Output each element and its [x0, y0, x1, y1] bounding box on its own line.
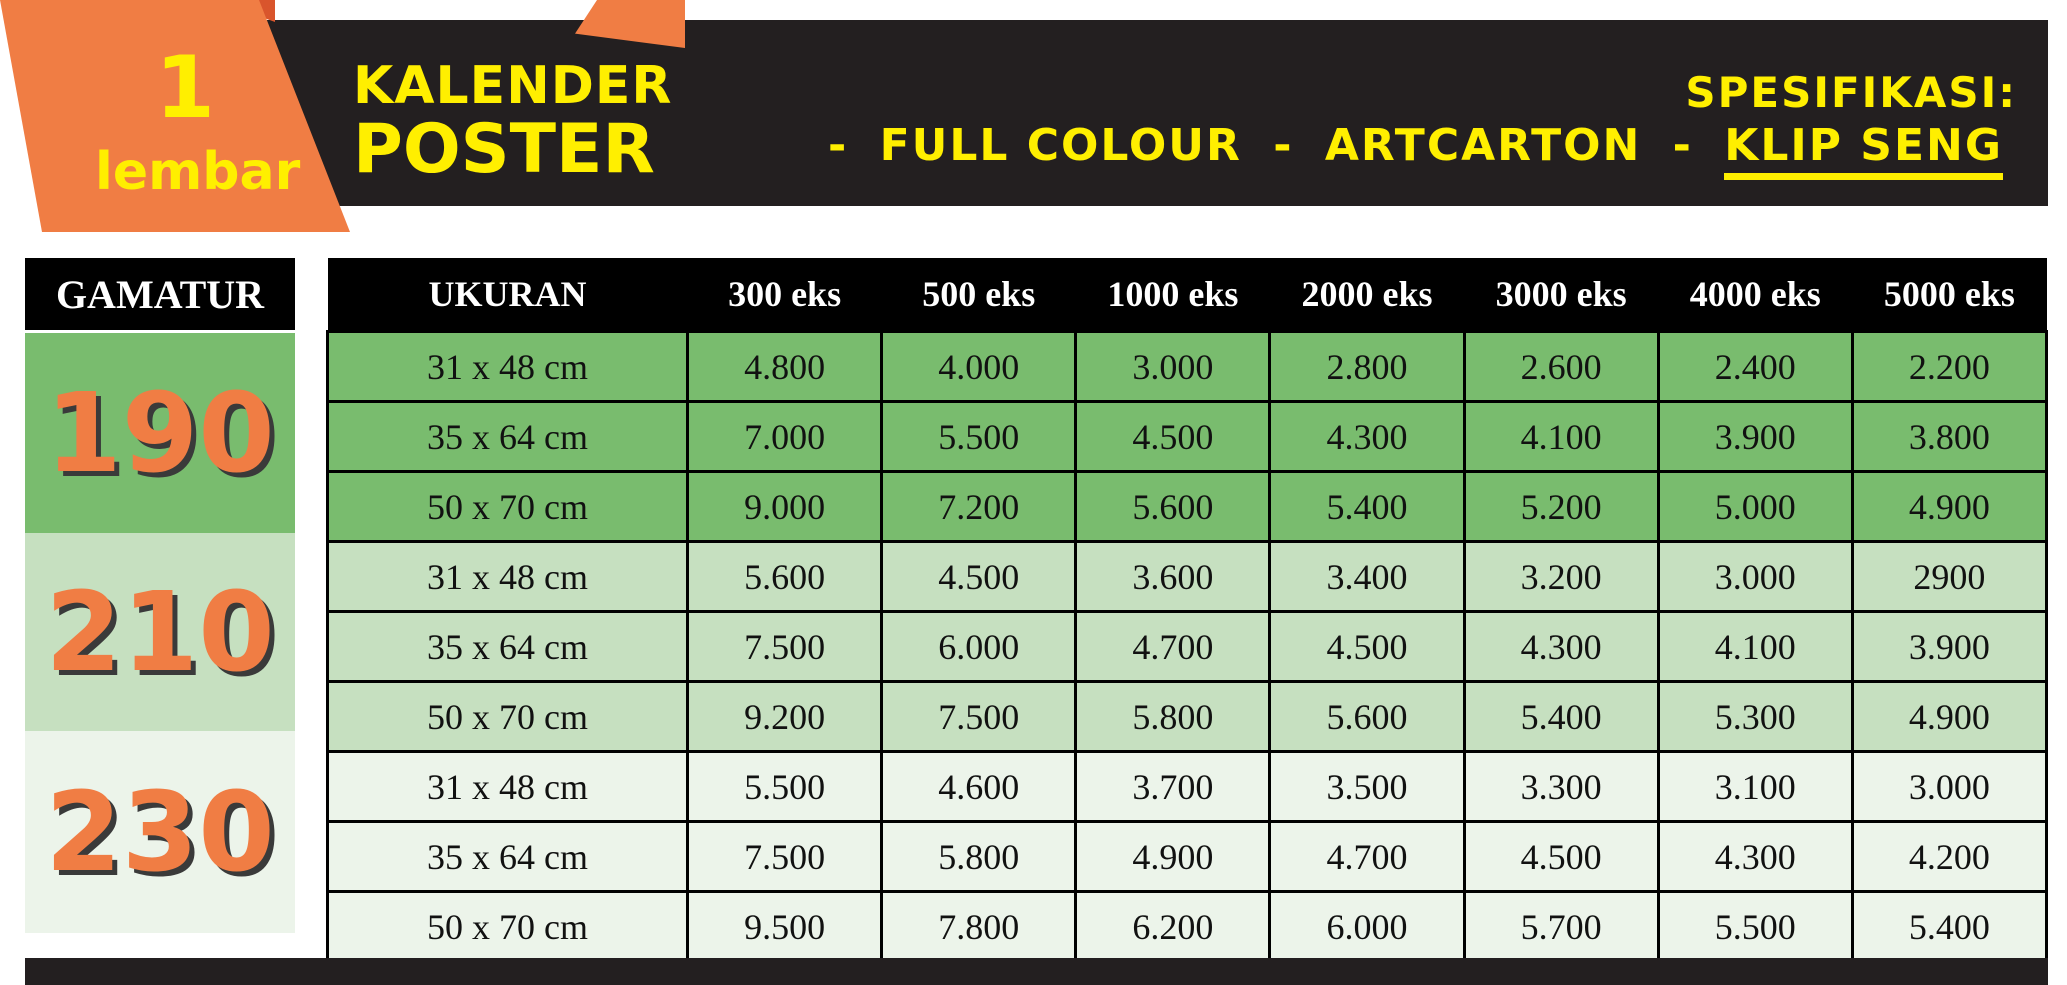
price-cell: 4.200 [1852, 822, 2046, 892]
column-header-300: 300 eks [688, 258, 882, 332]
price-cell: 2900 [1852, 542, 2046, 612]
price-cell: 7.000 [688, 402, 882, 472]
column-header-2000: 2000 eks [1270, 258, 1464, 332]
price-cell: 4.700 [1076, 612, 1270, 682]
size-cell: 35 x 64 cm [328, 612, 688, 682]
spec-dash: - [827, 120, 849, 171]
price-cell: 4.500 [1270, 612, 1464, 682]
table-row [328, 822, 2047, 892]
price-cell: 3.900 [1658, 402, 1852, 472]
size-cell: 31 x 48 cm [328, 542, 688, 612]
price-cell: 4.900 [1852, 682, 2046, 752]
table-header-row [328, 258, 2047, 332]
price-cell: 3.100 [1658, 752, 1852, 822]
spec-item-artcarton: ARTCARTON [1324, 120, 1642, 171]
table-row [328, 612, 2047, 682]
price-cell: 5.400 [1270, 472, 1464, 542]
price-cell: 5.500 [882, 402, 1076, 472]
price-cell: 4.800 [688, 332, 882, 402]
price-cell: 2.600 [1464, 332, 1658, 402]
price-cell: 4.900 [1852, 472, 2046, 542]
price-cell: 5.800 [1076, 682, 1270, 752]
price-cell: 5.700 [1464, 892, 1658, 962]
table-row [328, 332, 2047, 402]
price-cell: 5.600 [1270, 682, 1464, 752]
price-cell: 9.000 [688, 472, 882, 542]
size-cell: 31 x 48 cm [328, 752, 688, 822]
price-cell: 7.500 [688, 822, 882, 892]
price-cell: 2.400 [1658, 332, 1852, 402]
price-cell: 4.700 [1270, 822, 1464, 892]
price-cell: 4.000 [882, 332, 1076, 402]
table-row [328, 472, 2047, 542]
size-cell: 50 x 70 cm [328, 682, 688, 752]
price-cell: 5.500 [688, 752, 882, 822]
gsm-value: 190 [45, 369, 275, 497]
price-cell: 5.600 [688, 542, 882, 612]
badge-unit: lembar [95, 142, 301, 202]
size-cell: 31 x 48 cm [328, 332, 688, 402]
price-cell: 4.500 [1464, 822, 1658, 892]
table-row [328, 752, 2047, 822]
spec-dash: - [1273, 120, 1294, 171]
price-cell: 5.400 [1464, 682, 1658, 752]
spec-item-klip-seng: KLIP SENG [1724, 120, 2003, 180]
price-cell: 3.600 [1076, 542, 1270, 612]
table-row [328, 542, 2047, 612]
gsm-block-230 [25, 731, 295, 933]
column-header-4000: 4000 eks [1658, 258, 1852, 332]
spec-dash: - [1672, 120, 1693, 171]
price-cell: 5.200 [1464, 472, 1658, 542]
badge-number: 1 [155, 38, 215, 138]
price-cell: 4.300 [1658, 822, 1852, 892]
title-kalender: KALENDER [353, 56, 673, 116]
price-cell: 4.300 [1270, 402, 1464, 472]
gsm-value: 230 [45, 768, 275, 896]
price-cell: 5.800 [882, 822, 1076, 892]
price-cell: 6.000 [1270, 892, 1464, 962]
spec-item-full-colour: FULL COLOUR [879, 120, 1242, 171]
footer-bar [25, 958, 2048, 985]
column-header-5000: 5000 eks [1852, 258, 2046, 332]
price-cell: 3.000 [1852, 752, 2046, 822]
price-cell: 4.100 [1658, 612, 1852, 682]
price-cell: 6.200 [1076, 892, 1270, 962]
size-cell: 35 x 64 cm [328, 402, 688, 472]
price-cell: 7.800 [882, 892, 1076, 962]
price-cell: 2.200 [1852, 332, 2046, 402]
gamatur-header: GAMATUR [25, 258, 295, 330]
column-header-ukuran: UKURAN [328, 258, 688, 332]
price-cell: 2.800 [1270, 332, 1464, 402]
price-cell: 3.700 [1076, 752, 1270, 822]
table-row [328, 892, 2047, 962]
price-cell: 3.900 [1852, 612, 2046, 682]
price-cell: 3.500 [1270, 752, 1464, 822]
price-cell: 3.800 [1852, 402, 2046, 472]
price-cell: 4.500 [882, 542, 1076, 612]
price-cell: 4.600 [882, 752, 1076, 822]
table-row [328, 682, 2047, 752]
price-cell: 7.200 [882, 472, 1076, 542]
size-cell: 35 x 64 cm [328, 822, 688, 892]
gsm-block-190 [25, 333, 295, 533]
price-cell: 4.500 [1076, 402, 1270, 472]
spec-line [827, 120, 2017, 171]
price-cell: 9.200 [688, 682, 882, 752]
price-cell: 4.300 [1464, 612, 1658, 682]
price-cell: 5.000 [1658, 472, 1852, 542]
price-cell: 5.400 [1852, 892, 2046, 962]
price-cell: 5.500 [1658, 892, 1852, 962]
column-header-3000: 3000 eks [1464, 258, 1658, 332]
spec-label: SPESIFIKASI: [1685, 68, 2017, 117]
price-cell: 3.200 [1464, 542, 1658, 612]
price-cell: 7.500 [882, 682, 1076, 752]
price-cell: 9.500 [688, 892, 882, 962]
price-cell: 7.500 [688, 612, 882, 682]
price-table [326, 258, 2048, 963]
column-header-500: 500 eks [882, 258, 1076, 332]
price-cell: 3.000 [1076, 332, 1270, 402]
price-cell: 6.000 [882, 612, 1076, 682]
size-cell: 50 x 70 cm [328, 472, 688, 542]
column-header-1000: 1000 eks [1076, 258, 1270, 332]
size-cell: 50 x 70 cm [328, 892, 688, 962]
gsm-value: 210 [45, 568, 275, 696]
price-cell: 3.400 [1270, 542, 1464, 612]
price-cell: 4.900 [1076, 822, 1270, 892]
gsm-block-210 [25, 533, 295, 731]
price-cell: 4.100 [1464, 402, 1658, 472]
table-row [328, 402, 2047, 472]
price-cell: 5.600 [1076, 472, 1270, 542]
price-cell: 3.000 [1658, 542, 1852, 612]
price-cell: 3.300 [1464, 752, 1658, 822]
title-poster: POSTER [353, 110, 655, 189]
price-cell: 5.300 [1658, 682, 1852, 752]
